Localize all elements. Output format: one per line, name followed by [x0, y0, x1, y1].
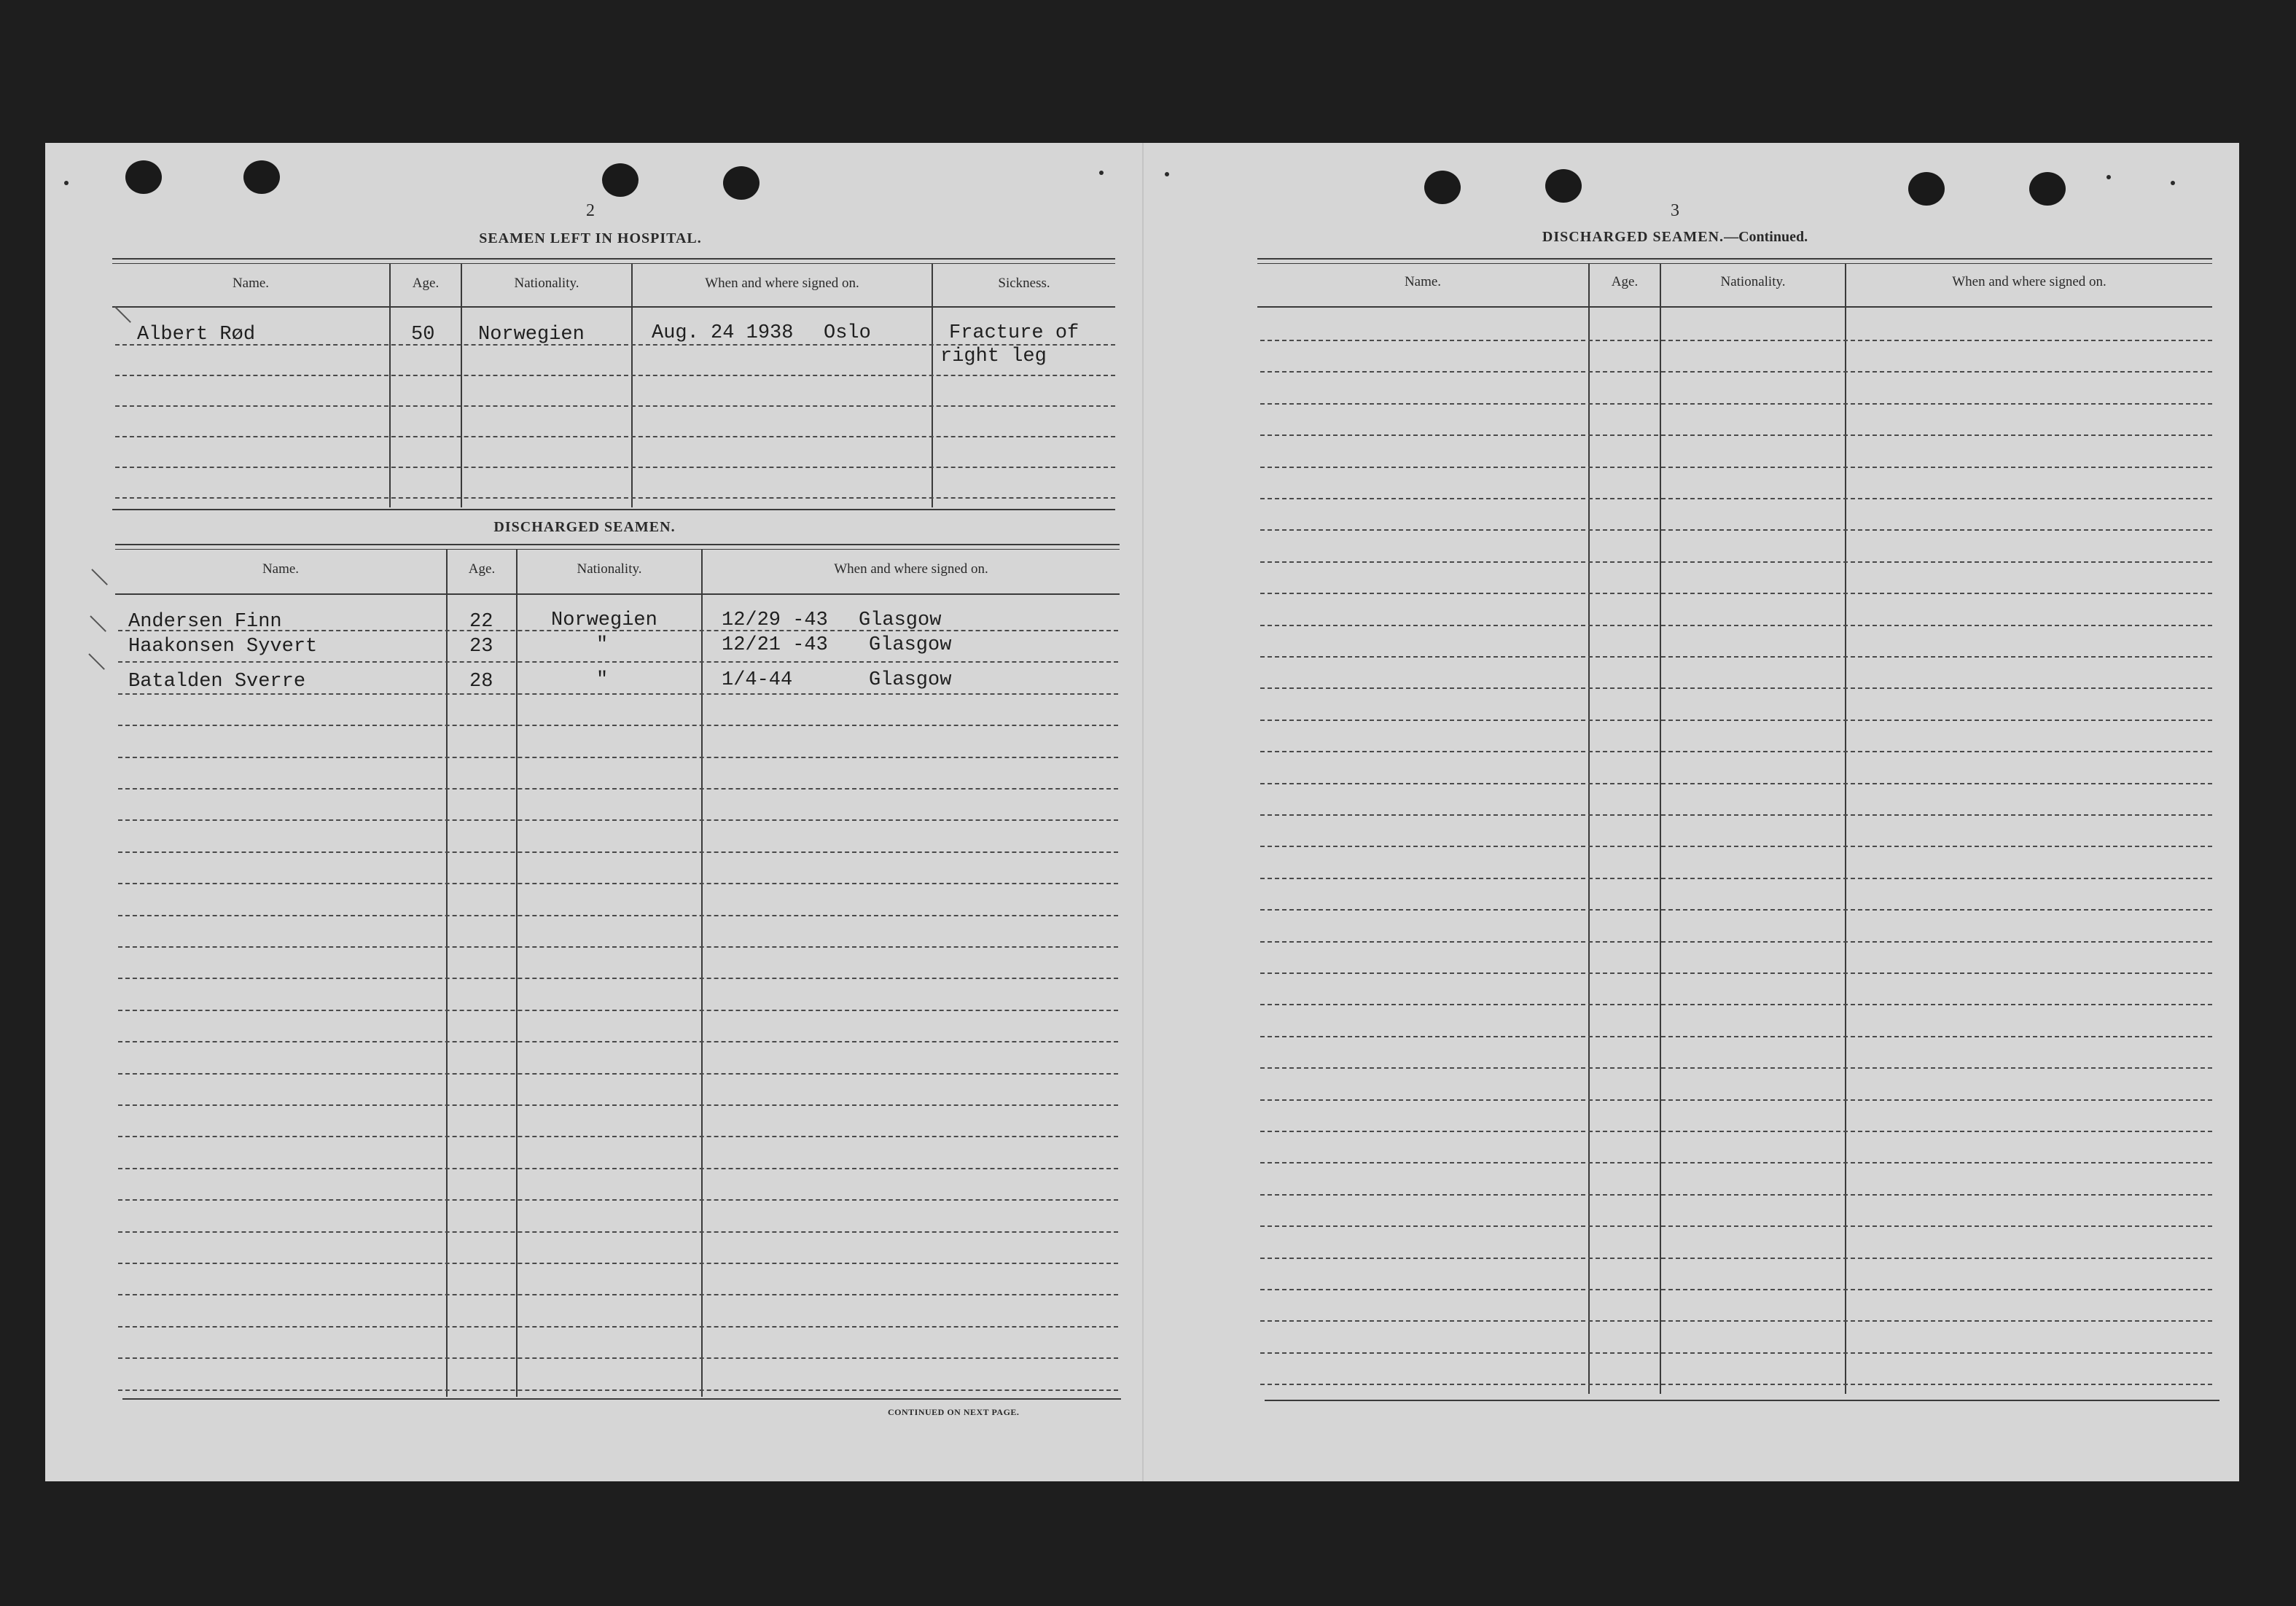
column-divider	[1588, 264, 1590, 1394]
table-row	[118, 1168, 1118, 1169]
table-row	[1260, 1131, 2212, 1132]
hospital-entry-sickness-cont: right leg	[940, 346, 1047, 367]
table-row	[118, 851, 1118, 853]
discharged-entry-nationality: "	[596, 634, 609, 656]
table-row	[115, 405, 1115, 407]
table-top-rule	[115, 544, 1120, 550]
table-row	[118, 1326, 1118, 1328]
left-page	[45, 143, 1142, 1481]
check-mark-icon	[90, 615, 106, 632]
table-bottom-rule	[112, 509, 1115, 510]
discharged-entry-signed-date: 12/29 -43	[722, 609, 828, 631]
table-row	[118, 693, 1118, 695]
table-row	[118, 1010, 1118, 1011]
column-header-age: Age.	[1611, 274, 1639, 289]
discharged-entry-age: 23	[469, 636, 493, 658]
column-divider	[1845, 264, 1846, 1394]
table-row	[115, 436, 1115, 437]
table-row	[1260, 1289, 2212, 1290]
table-row	[1260, 434, 2212, 436]
check-mark-icon	[114, 306, 131, 323]
check-mark-icon	[88, 653, 105, 670]
discharged-entry-nationality: Norwegien	[551, 609, 657, 631]
table-row	[118, 1231, 1118, 1233]
table-row	[1260, 625, 2212, 626]
table-row	[118, 1041, 1118, 1042]
column-divider	[631, 264, 633, 507]
column-divider	[1660, 264, 1661, 1394]
table-row	[1260, 941, 2212, 943]
continued-note: CONTINUED ON NEXT PAGE.	[888, 1407, 1020, 1417]
column-header-nationality: Nationality.	[514, 276, 579, 291]
table-row	[1260, 751, 2212, 752]
table-row	[1260, 1099, 2212, 1101]
table-row	[1260, 1225, 2212, 1227]
discharged-entry-age: 28	[469, 671, 493, 693]
table-row	[115, 375, 1115, 376]
column-divider	[516, 550, 518, 1397]
title-suffix: —Continued.	[1724, 229, 1808, 245]
table-row	[118, 757, 1118, 758]
discharged-entry-name: Andersen Finn	[128, 611, 282, 633]
column-divider	[446, 550, 448, 1397]
hospital-entry-name: Albert Rød	[137, 324, 256, 346]
column-divider	[701, 550, 703, 1397]
discharged-section-title: DISCHARGED SEAMEN.	[493, 519, 676, 535]
discharged-entry-signed-place: Glasgow	[869, 634, 952, 656]
page-number: 3	[1671, 201, 1679, 220]
hospital-entry-nationality: Norwegien	[478, 324, 585, 346]
table-row	[1260, 1384, 2212, 1385]
column-header-name: Name.	[262, 561, 300, 577]
column-header-signed-on: When and where signed on.	[834, 561, 988, 577]
table-row	[1260, 1352, 2212, 1354]
table-top-rule	[1257, 258, 2212, 264]
column-header-age: Age.	[412, 276, 440, 291]
table-row	[118, 1294, 1118, 1295]
table-row	[118, 630, 1118, 631]
discharged-entry-signed-place: Glasgow	[859, 609, 942, 631]
table-row	[118, 915, 1118, 916]
table-row	[118, 1389, 1118, 1391]
table-row	[118, 946, 1118, 948]
table-row	[118, 725, 1118, 726]
hospital-section-title: SEAMEN LEFT IN HOSPITAL.	[479, 230, 702, 246]
column-divider	[932, 264, 933, 507]
column-header-signed-on: When and where signed on.	[705, 276, 859, 291]
table-row	[1260, 340, 2212, 341]
table-row	[1260, 656, 2212, 658]
table-row	[1260, 878, 2212, 879]
table-row	[1260, 1194, 2212, 1196]
discharged-entry-signed-date: 1/4-44	[722, 669, 793, 691]
discharged-entry-signed-date: 12/21 -43	[722, 634, 828, 656]
table-row	[118, 1136, 1118, 1137]
hospital-entry-signed-place: Oslo	[824, 322, 871, 344]
column-divider	[389, 264, 391, 507]
discharged-continued-title	[1522, 229, 1828, 246]
table-row	[1260, 972, 2212, 974]
table-bottom-rule	[1265, 1400, 2219, 1401]
column-header-name: Name.	[1404, 274, 1442, 289]
column-header-signed-on: When and where signed on.	[1952, 274, 2106, 289]
title-main: DISCHARGED SEAMEN.	[1542, 229, 1725, 245]
table-row	[118, 661, 1118, 663]
table-row	[1260, 1067, 2212, 1069]
right-page	[1142, 143, 2239, 1481]
table-row	[118, 1104, 1118, 1106]
table-bottom-rule	[122, 1398, 1121, 1400]
table-row	[118, 1199, 1118, 1201]
header-bottom-rule	[115, 593, 1120, 595]
table-row	[115, 497, 1115, 499]
hospital-entry-signed-date: Aug. 24 1938	[652, 322, 794, 344]
table-row	[115, 467, 1115, 468]
table-row	[118, 978, 1118, 979]
table-row	[1260, 1320, 2212, 1322]
check-mark-icon	[91, 569, 108, 585]
table-row	[1260, 1004, 2212, 1005]
table-row	[1260, 783, 2212, 784]
column-header-sickness: Sickness.	[998, 276, 1050, 291]
table-row	[1260, 846, 2212, 847]
page-number: 2	[586, 201, 595, 220]
table-top-rule	[112, 258, 1115, 264]
hospital-entry-sickness: Fracture of	[949, 322, 1079, 344]
table-row	[118, 1357, 1118, 1359]
discharged-entry-signed-place: Glasgow	[869, 669, 952, 691]
table-row	[1260, 498, 2212, 499]
column-header-nationality: Nationality.	[1720, 274, 1786, 289]
discharged-entry-nationality: "	[596, 669, 609, 691]
table-row	[1260, 529, 2212, 531]
header-bottom-rule	[1257, 306, 2212, 308]
table-row	[1260, 403, 2212, 405]
table-row	[1260, 814, 2212, 816]
table-row	[1260, 371, 2212, 373]
table-row	[1260, 1258, 2212, 1259]
column-header-nationality: Nationality.	[577, 561, 642, 577]
table-row	[1260, 1162, 2212, 1163]
table-row	[1260, 909, 2212, 911]
register-sheet	[45, 143, 2239, 1481]
column-header-age: Age.	[468, 561, 496, 577]
hospital-entry-age: 50	[411, 324, 435, 346]
table-row	[1260, 1036, 2212, 1037]
table-row	[118, 788, 1118, 790]
table-row	[118, 883, 1118, 884]
table-row	[1260, 687, 2212, 689]
header-bottom-rule	[112, 306, 1115, 308]
table-row	[118, 1073, 1118, 1075]
table-row	[1260, 720, 2212, 721]
discharged-entry-name: Haakonsen Syvert	[128, 636, 318, 658]
table-row	[1260, 467, 2212, 468]
table-row	[118, 1263, 1118, 1264]
discharged-entry-name: Batalden Sverre	[128, 671, 306, 693]
table-row	[1260, 561, 2212, 563]
column-header-name: Name.	[232, 276, 270, 291]
table-row	[1260, 593, 2212, 594]
column-divider	[461, 264, 462, 507]
table-row	[118, 819, 1118, 821]
discharged-entry-age: 22	[469, 611, 493, 633]
